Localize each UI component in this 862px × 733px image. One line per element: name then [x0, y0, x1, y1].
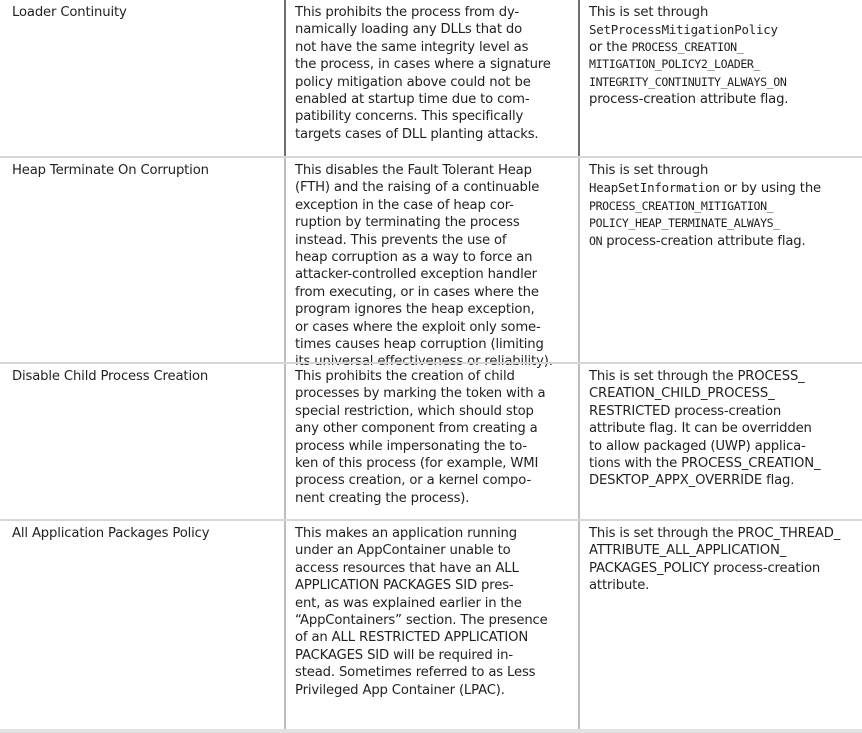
setting-line: This is set through the PROC_THREAD_ — [589, 526, 841, 541]
policy-name-cell — [0, 158, 284, 362]
table-row — [0, 156, 862, 370]
flag-name: MITIGATION_POLICY2_LOADER_ — [589, 57, 761, 72]
description-line: (FTH) and the raising of a continuable — [295, 180, 540, 196]
setting-line: attribute. — [589, 578, 650, 594]
description-cell — [284, 0, 578, 156]
description-line: exception in the case of heap cor- — [295, 197, 514, 213]
setting-line: tions with the PROCESS_CREATION_ — [589, 456, 821, 472]
description-line: enabled at startup time due to com- — [295, 92, 530, 108]
description-line: the process, in cases where a signature — [295, 57, 551, 73]
description-line: not have the same integrity level as — [295, 39, 529, 55]
description-line: targets cases of DLL planting attacks. — [295, 126, 539, 142]
setting-cell — [578, 0, 862, 156]
api-function-name: SetProcessMitigationPolicy — [589, 22, 778, 38]
description-line: APPLICATION PACKAGES SID pres- — [295, 578, 514, 594]
description-line: any other component from creating a — [295, 421, 538, 437]
policy-name: Loader Continuity — [12, 5, 127, 20]
policy-name: Disable Child Process Creation — [12, 369, 209, 384]
description-cell — [284, 158, 578, 370]
table-row — [0, 0, 862, 156]
setting-line — [589, 233, 858, 250]
description-cell — [284, 521, 578, 729]
setting-line: ATTRIBUTE_ALL_APPLICATION_ — [589, 543, 787, 559]
setting-line — [589, 39, 858, 56]
flag-name: PROCESS_CREATION_ — [631, 39, 744, 54]
setting-line: to allow packaged (UWP) applica- — [589, 438, 806, 454]
description-line: program ignores the heap exception, — [295, 302, 535, 318]
setting-line: attribute flag. It can be overridden — [589, 421, 812, 437]
flag-name: PROCESS_CREATION_MITIGATION_ — [589, 198, 774, 213]
description-line: Privileged App Container (LPAC). — [295, 682, 505, 698]
setting-line: RESTRICTED process-creation — [589, 403, 782, 419]
api-function-name: HeapSetInformation — [589, 180, 720, 196]
setting-cell — [578, 158, 862, 362]
description-line: heap corruption as a way to force an — [295, 250, 533, 266]
policy-name-cell — [0, 521, 284, 729]
table-row — [0, 362, 862, 519]
description-line: process creation, or a kernel compo- — [295, 473, 532, 489]
description-line: ruption by terminating the process — [295, 215, 520, 231]
description-line: “AppContainers” section. The presence — [295, 613, 548, 629]
policy-name-cell — [0, 364, 284, 519]
setting-line: PACKAGES_POLICY process-creation — [589, 560, 821, 576]
table-row — [0, 519, 862, 733]
flag-name: ON — [589, 233, 603, 248]
policy-name-cell — [0, 0, 284, 156]
description-line: instead. This prevents the use of — [295, 232, 507, 248]
setting-cell — [578, 521, 862, 729]
setting-line: This is set through — [589, 5, 709, 20]
description-line: ken of this process (for example, WMI — [295, 456, 539, 472]
flag-name: INTEGRITY_CONTINUITY_ALWAYS_ON — [589, 74, 787, 89]
policy-name: Heap Terminate On Corruption — [12, 163, 209, 178]
description-line: This disables the Fault Tolerant Heap — [295, 163, 532, 178]
description-line: stead. Sometimes referred to as Less — [295, 665, 536, 681]
description-line: PACKAGES SID will be required in- — [295, 647, 513, 663]
description-line: namically loading any DLLs that do — [295, 22, 523, 38]
description-line: special restriction, which should stop — [295, 403, 534, 419]
setting-text: process-creation attribute flag. — [602, 233, 806, 249]
description-line: attacker-controlled exception handler — [295, 267, 537, 283]
setting-line: CREATION_CHILD_PROCESS_ — [589, 386, 775, 402]
setting-line: process-creation attribute flag. — [589, 92, 789, 108]
setting-line: This is set through the PROCESS_ — [589, 369, 805, 384]
setting-line: This is set through — [589, 163, 709, 178]
description-line: This prohibits the creation of child — [295, 369, 515, 384]
description-line: process while impersonating the to- — [295, 438, 528, 454]
flag-name: POLICY_HEAP_TERMINATE_ALWAYS_ — [589, 216, 780, 231]
description-line: This makes an application running — [295, 526, 517, 541]
description-line: or cases where the exploit only some- — [295, 319, 541, 335]
setting-cell — [578, 364, 862, 519]
description-line: processes by marking the token with a — [295, 386, 546, 402]
description-cell — [284, 364, 578, 519]
setting-line — [589, 179, 858, 197]
description-line: This prohibits the process from dy- — [295, 5, 520, 20]
description-line: ent, as was explained earlier in the — [295, 595, 522, 611]
description-line: times causes heap corruption (limiting — [295, 337, 544, 353]
description-line: from executing, or in cases where the — [295, 284, 539, 300]
description-line: of an ALL RESTRICTED APPLICATION — [295, 630, 529, 646]
description-line: nent creating the process). — [295, 490, 470, 506]
policy-name: All Application Packages Policy — [12, 526, 210, 541]
description-line: access resources that have an ALL — [295, 560, 519, 576]
setting-text: or the — [589, 39, 632, 55]
description-line: its universal effectiveness or reliability). — [295, 354, 553, 370]
setting-text: or by using the — [719, 181, 821, 197]
setting-line: DESKTOP_APPX_OVERRIDE flag. — [589, 473, 795, 489]
description-line: under an AppContainer unable to — [295, 543, 511, 559]
description-line: policy mitigation above could not be — [295, 74, 531, 90]
description-line: patibility concerns. This specifically — [295, 109, 524, 125]
